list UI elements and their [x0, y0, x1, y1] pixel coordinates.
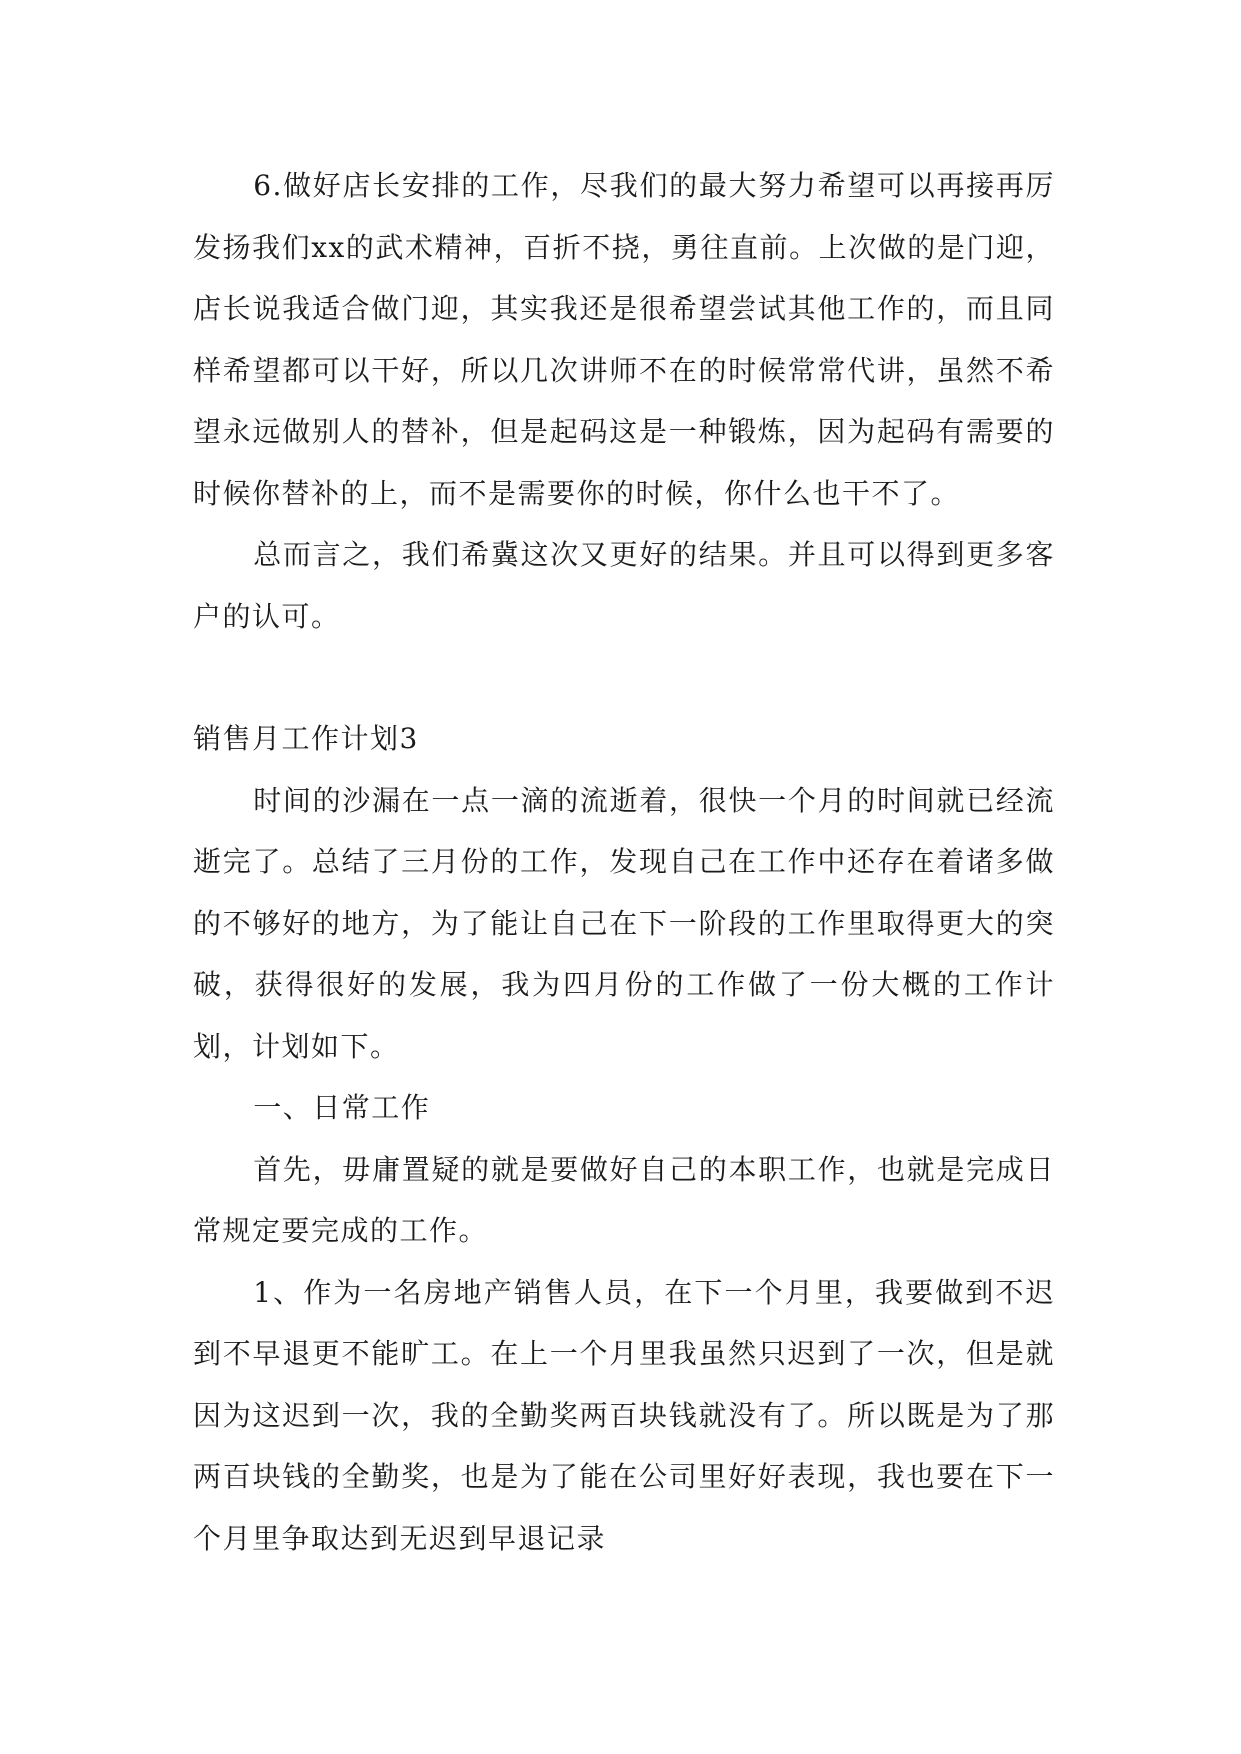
paragraph-intro: 时间的沙漏在一点一滴的流逝着，很快一个月的时间就已经流逝完了。总结了三月份的工作，发现自己在工作中还存在着诸多做的不够好的地方，为了能让自己在下一阶段的工作里取得更大的突破，获得很好的发展，我为四月份的工作做了一份大概的工作计划，计划如下。 — [193, 783, 1055, 1063]
subheading-daily-work: 一、日常工作 — [253, 1091, 431, 1124]
section-title: 销售月工作计划3 — [193, 722, 419, 755]
document-body — [193, 155, 1055, 1569]
paragraph-item-six: 6.做好店长安排的工作，尽我们的最大努力希望可以再接再厉发扬我们xx的武术精神，百折不挠，勇往直前。上次做的是门迎，店长说我适合做门迎，其实我还是很希望尝试其他工作的，而且同样希望都可以干好，所以几次讲师不在的时候常常代讲，虽然不希望永远做别人的替补，但是起码这是一种锻炼，因为起码有需要的时候你替补的上，而不是需要你的时候，你什么也干不了。 — [193, 169, 1055, 510]
paragraph-item-one: 1、作为一名房地产销售人员，在下一个月里，我要做到不迟到不早退更不能旷工。在上一个月里我虽然只迟到了一次，但是就因为这迟到一次，我的全勤奖两百块钱就没有了。所以既是为了那两百块钱的全勤奖，也是为了能在公司里好好表现，我也要在下一个月里争取达到无迟到早退记录 — [193, 1275, 1055, 1555]
paragraph-daily-work: 首先，毋庸置疑的就是要做好自己的本职工作，也就是完成日常规定要完成的工作。 — [193, 1152, 1055, 1247]
paragraph-summary: 总而言之，我们希冀这次又更好的结果。并且可以得到更多客户的认可。 — [193, 538, 1055, 633]
